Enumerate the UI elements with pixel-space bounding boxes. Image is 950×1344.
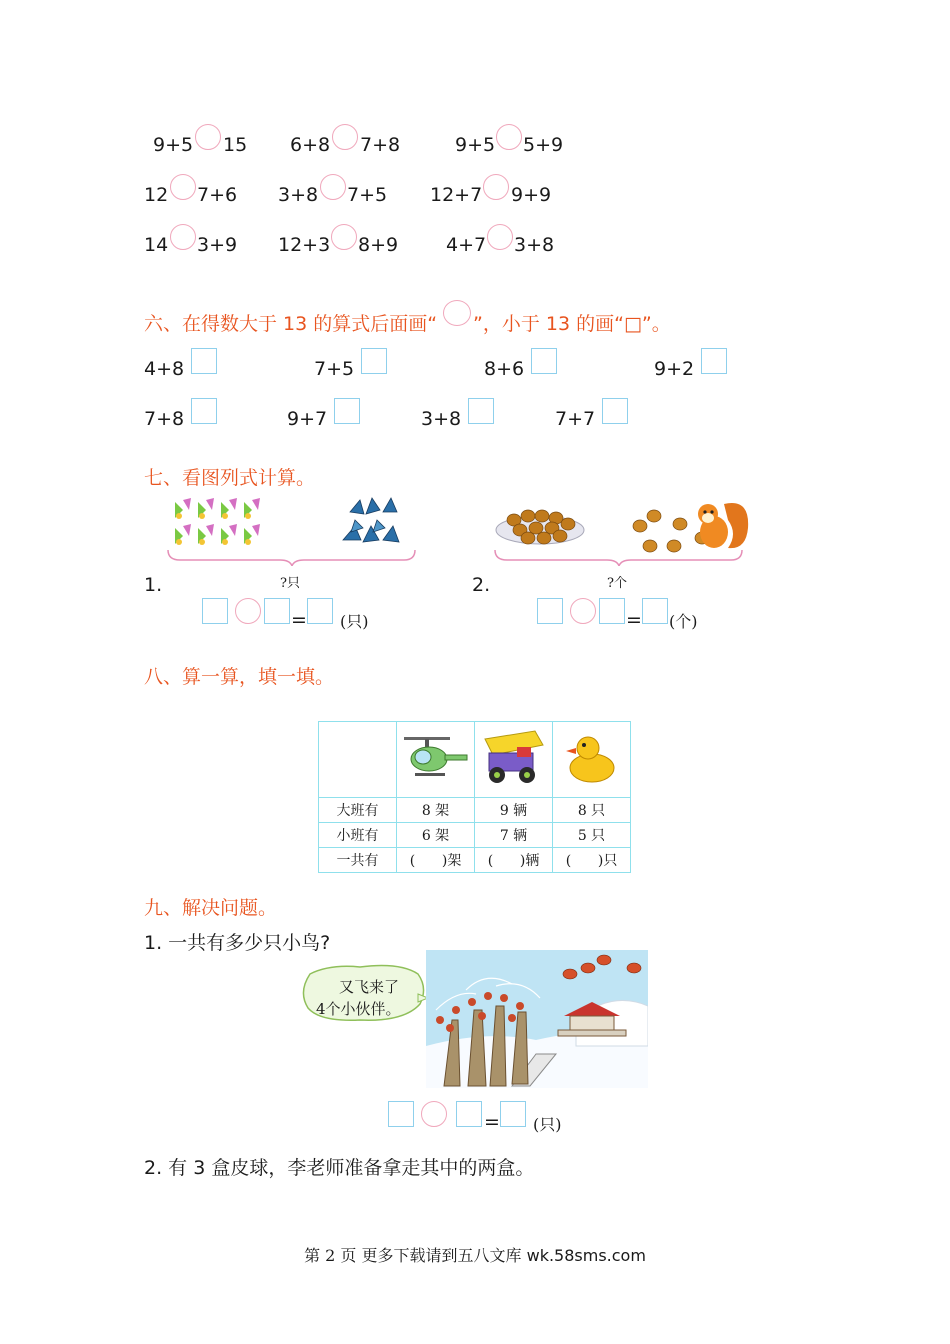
cell: 5 只 bbox=[553, 823, 631, 848]
answer-box[interactable] bbox=[599, 598, 625, 624]
butterfly-group-left-icon bbox=[175, 498, 260, 545]
answer-box[interactable] bbox=[537, 598, 563, 624]
equals-sign: = bbox=[291, 609, 307, 631]
helicopter-icon bbox=[401, 733, 471, 783]
compare-left: 4+7 bbox=[446, 234, 487, 256]
bubble-text-line1: 又飞来了 bbox=[339, 978, 400, 996]
operator-circle[interactable] bbox=[235, 598, 261, 624]
answer-cell[interactable]: ( )只 bbox=[553, 848, 631, 873]
compare-circle[interactable] bbox=[170, 174, 196, 200]
snow-scene-picture bbox=[426, 950, 648, 1088]
equals-sign: = bbox=[626, 609, 642, 631]
answer-cell[interactable]: ( )架 bbox=[397, 848, 475, 873]
butterflies-picture bbox=[165, 494, 420, 566]
row-label: 一共有 bbox=[319, 848, 397, 873]
compare-right: 8+9 bbox=[358, 234, 399, 256]
answer-box[interactable] bbox=[202, 598, 228, 624]
answer-box[interactable] bbox=[264, 598, 290, 624]
compare-circle[interactable] bbox=[496, 124, 522, 150]
compare-left: 12 bbox=[144, 184, 169, 206]
unit-label: (只) bbox=[340, 612, 369, 631]
duck-cell bbox=[553, 722, 631, 798]
table-row bbox=[319, 823, 631, 848]
compare-left: 3+8 bbox=[278, 184, 319, 206]
table-corner-cell bbox=[319, 722, 397, 798]
compare-circle[interactable] bbox=[331, 224, 357, 250]
toy-count-table bbox=[318, 721, 631, 873]
section-nine-heading: 九、解决问题。 bbox=[144, 897, 278, 919]
expr: 7+8 bbox=[144, 408, 185, 430]
section-six-heading-end: ”，小于 13 的画“□”。 bbox=[473, 313, 671, 335]
rubber-duck-icon bbox=[562, 730, 622, 786]
brace bbox=[168, 550, 415, 566]
compare-circle[interactable] bbox=[195, 124, 221, 150]
problem-number: 2. bbox=[472, 574, 491, 596]
row-label: 大班有 bbox=[319, 798, 397, 823]
footer-link[interactable]: wk.58sms.com bbox=[526, 1246, 646, 1265]
butterfly-group-right-icon bbox=[343, 498, 399, 542]
expr: 4+8 bbox=[144, 358, 185, 380]
operator-circle[interactable] bbox=[421, 1101, 447, 1127]
expr: 7+7 bbox=[555, 408, 596, 430]
answer-box[interactable] bbox=[500, 1101, 526, 1127]
compare-right: 7+5 bbox=[347, 184, 388, 206]
unit-label: (个) bbox=[669, 612, 698, 631]
section-six-heading-start: 六、在得数大于 13 的算式后面画“ bbox=[144, 313, 438, 335]
compare-right: 15 bbox=[223, 134, 248, 156]
answer-box[interactable] bbox=[191, 398, 217, 424]
problem-number: 1. bbox=[144, 574, 163, 596]
row-label: 小班有 bbox=[319, 823, 397, 848]
answer-box[interactable] bbox=[531, 348, 557, 374]
cell: 8 架 bbox=[397, 798, 475, 823]
compare-left: 9+5 bbox=[153, 134, 194, 156]
expr: 7+5 bbox=[314, 358, 355, 380]
question-one: 1. 一共有多少只小鸟? bbox=[144, 932, 331, 954]
page-footer bbox=[0, 1243, 950, 1266]
squirrel-icon bbox=[698, 503, 748, 548]
compare-circle[interactable] bbox=[487, 224, 513, 250]
bubble-text-line2: 4个小伙伴。 bbox=[316, 1000, 401, 1018]
compare-right: 3+9 bbox=[197, 234, 238, 256]
footer-prefix: 第 2 页 更多下载请到五八文库 bbox=[304, 1246, 527, 1265]
compare-left: 6+8 bbox=[290, 134, 331, 156]
answer-box[interactable] bbox=[191, 348, 217, 374]
table-row bbox=[319, 848, 631, 873]
table-row bbox=[319, 798, 631, 823]
expr: 9+2 bbox=[654, 358, 695, 380]
cell: 6 架 bbox=[397, 823, 475, 848]
acorns-icon bbox=[633, 510, 709, 552]
answer-box[interactable] bbox=[642, 598, 668, 624]
compare-circle[interactable] bbox=[320, 174, 346, 200]
answer-cell[interactable]: ( )辆 bbox=[475, 848, 553, 873]
question-two: 2. 有 3 盒皮球，李老师准备拿走其中的两盒。 bbox=[144, 1157, 535, 1179]
cell: 9 辆 bbox=[475, 798, 553, 823]
expr: 3+8 bbox=[421, 408, 462, 430]
equals-sign: = bbox=[484, 1111, 500, 1133]
compare-right: 7+8 bbox=[360, 134, 401, 156]
section-eight-heading: 八、算一算，填一填。 bbox=[144, 666, 335, 688]
compare-left: 12+7 bbox=[430, 184, 483, 206]
question-label: ?只 bbox=[280, 576, 300, 591]
answer-box[interactable] bbox=[388, 1101, 414, 1127]
question-label: ?个 bbox=[607, 576, 627, 591]
compare-right: 7+6 bbox=[197, 184, 238, 206]
cell: 8 只 bbox=[553, 798, 631, 823]
compare-circle[interactable] bbox=[170, 224, 196, 250]
answer-box[interactable] bbox=[468, 398, 494, 424]
brace bbox=[495, 550, 742, 566]
circle-symbol-icon bbox=[443, 300, 471, 326]
answer-box[interactable] bbox=[701, 348, 727, 374]
answer-box[interactable] bbox=[334, 398, 360, 424]
compare-right: 5+9 bbox=[523, 134, 564, 156]
acorns-squirrel-picture bbox=[492, 494, 752, 566]
section-seven-heading: 七、看图列式计算。 bbox=[144, 467, 316, 489]
answer-box[interactable] bbox=[307, 598, 333, 624]
compare-circle[interactable] bbox=[483, 174, 509, 200]
answer-box[interactable] bbox=[361, 348, 387, 374]
expr: 9+7 bbox=[287, 408, 328, 430]
compare-left: 9+5 bbox=[455, 134, 496, 156]
operator-circle[interactable] bbox=[570, 598, 596, 624]
compare-right: 9+9 bbox=[511, 184, 552, 206]
cell: 7 辆 bbox=[475, 823, 553, 848]
dump-truck-icon bbox=[479, 725, 549, 791]
answer-box[interactable] bbox=[456, 1101, 482, 1127]
answer-box[interactable] bbox=[602, 398, 628, 424]
unit-label: (只) bbox=[533, 1115, 562, 1134]
compare-circle[interactable] bbox=[332, 124, 358, 150]
truck-cell bbox=[475, 722, 553, 798]
compare-right: 3+8 bbox=[514, 234, 555, 256]
compare-left: 12+3 bbox=[278, 234, 331, 256]
compare-left: 14 bbox=[144, 234, 169, 256]
expr: 8+6 bbox=[484, 358, 525, 380]
helicopter-cell bbox=[397, 722, 475, 798]
